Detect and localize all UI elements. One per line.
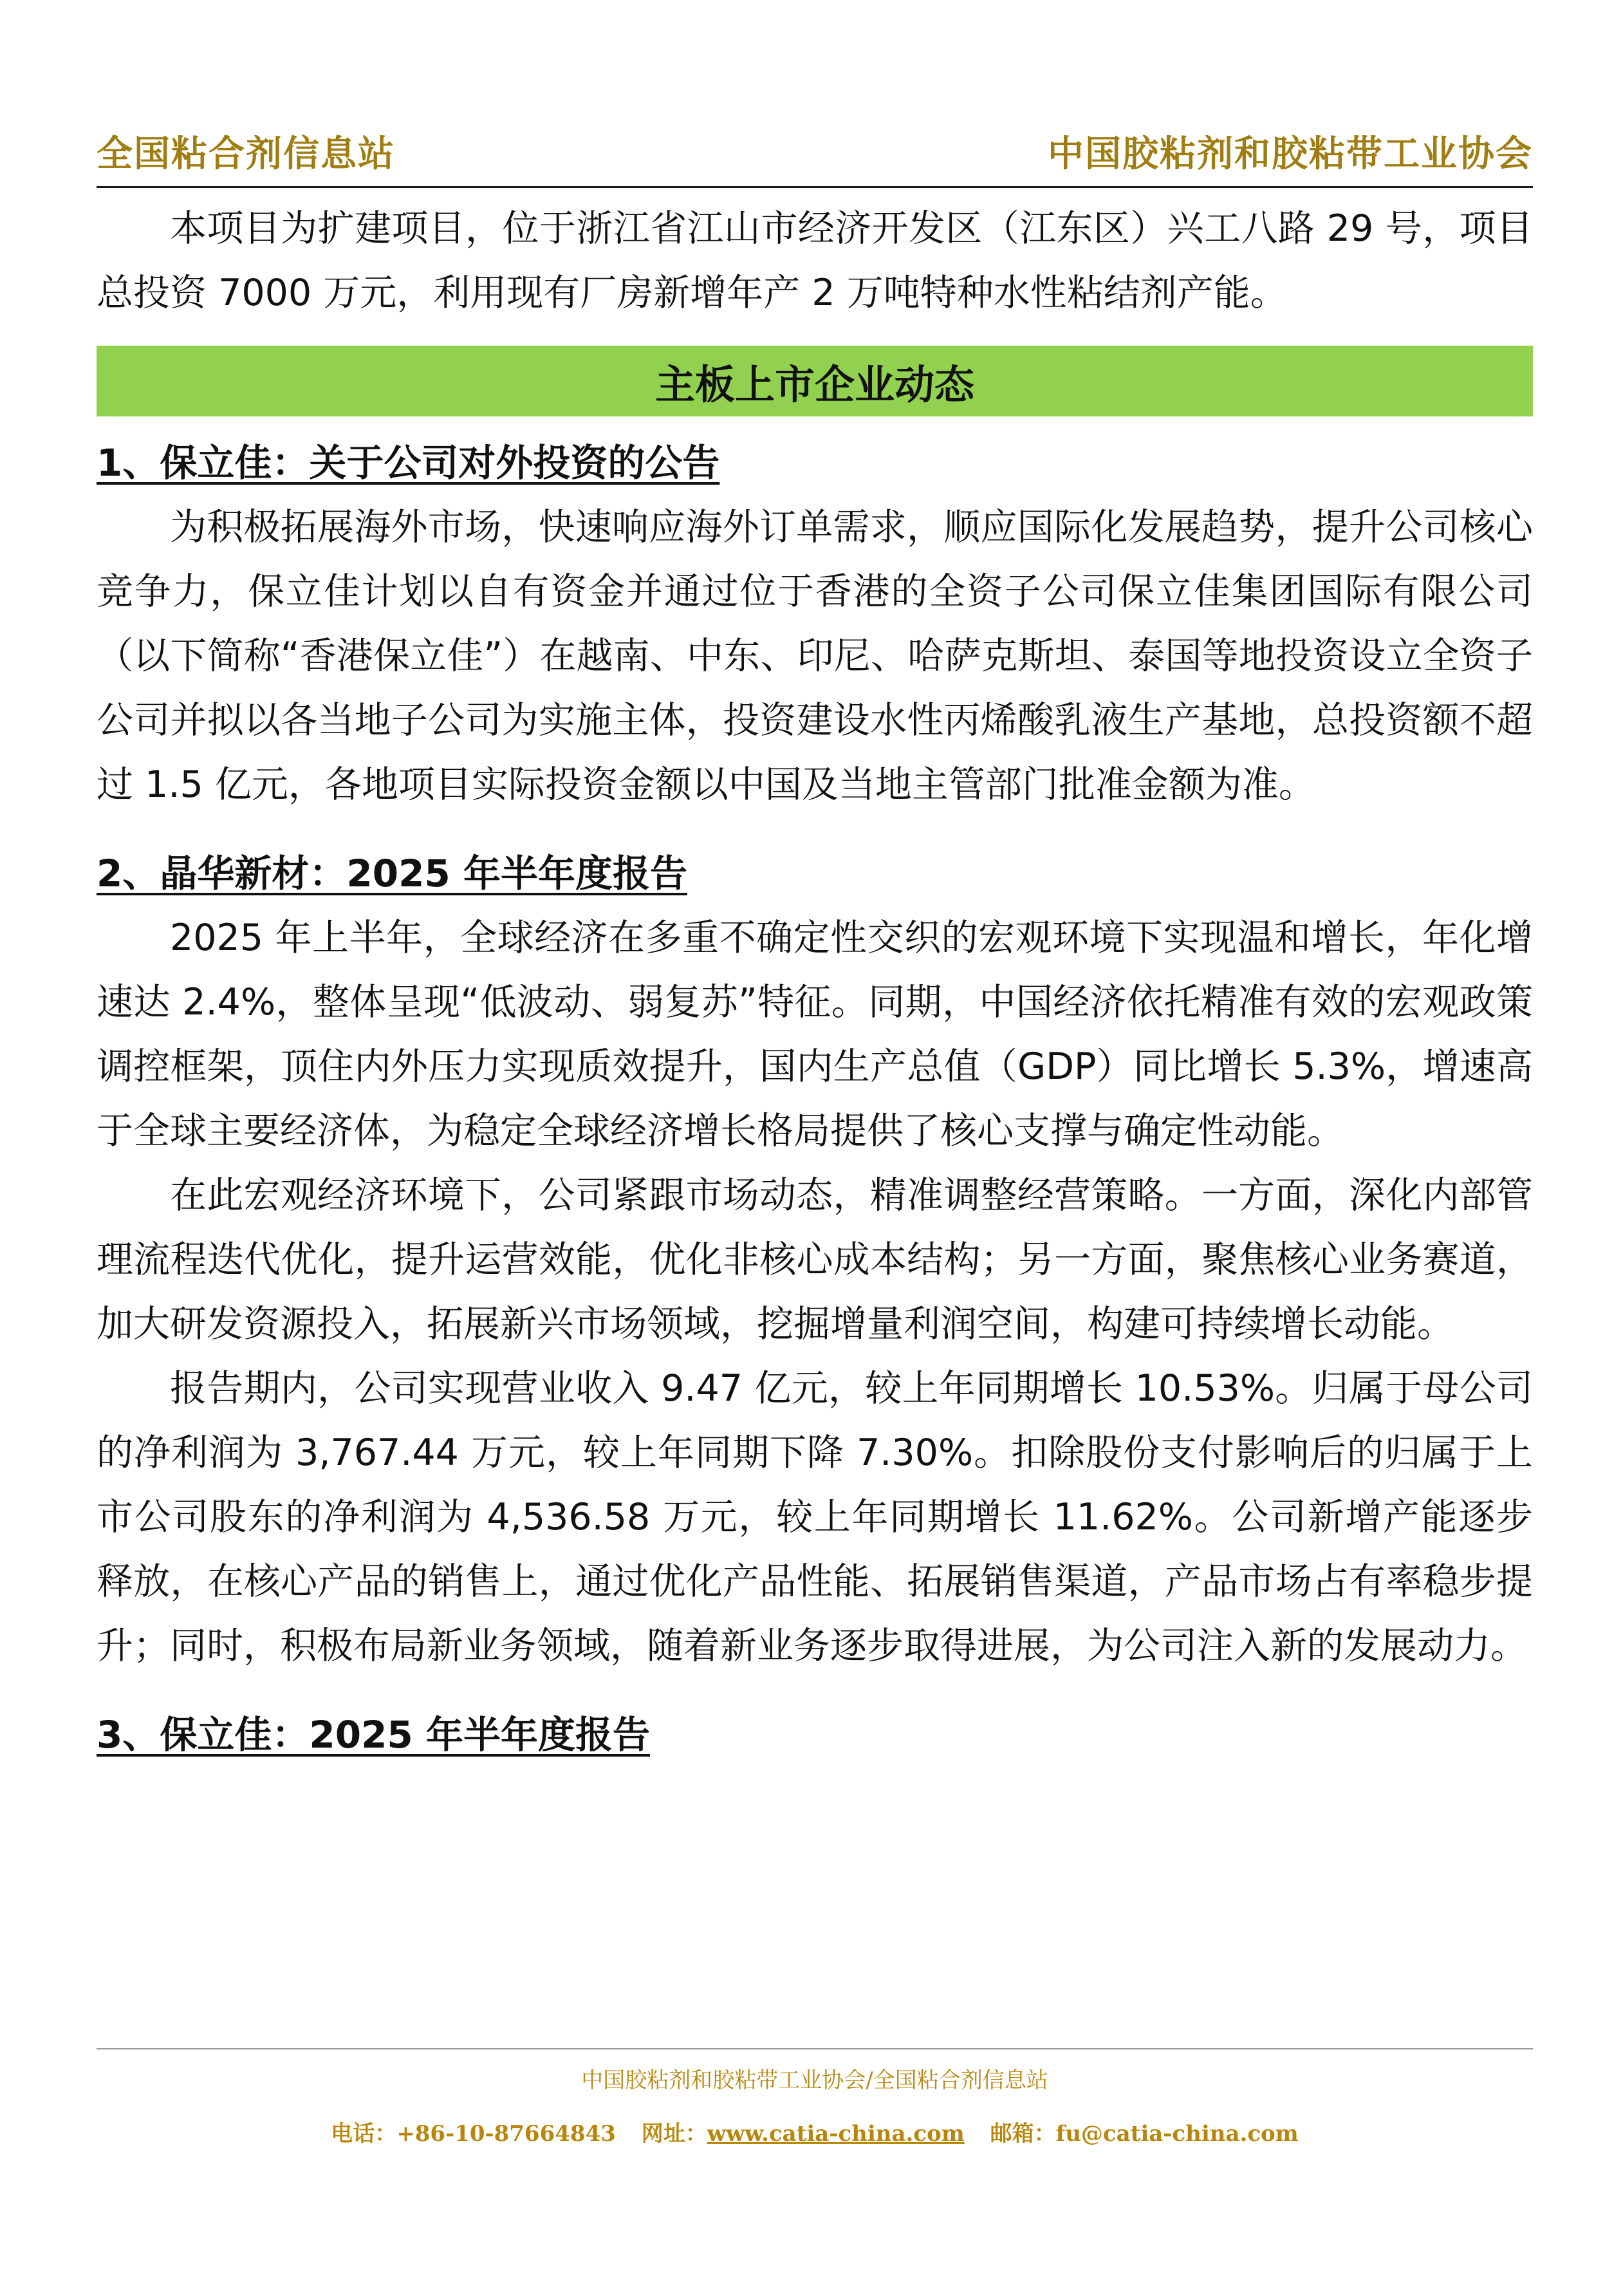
section-banner-title: 主板上市企业动态	[654, 360, 974, 408]
article-heading: 1、保立佳：关于公司对外投资的公告	[97, 441, 720, 485]
header-left-title: 全国粘合剂信息站	[97, 133, 395, 175]
footer-website	[642, 2121, 965, 2147]
article-paragraph: 报告期内，公司实现营业收入 9.47 亿元，较上年同期增长 10.53%。归属于母公司的净利润为 3,767.44 万元，较上年同期下降 7.30%。扣除股份支付影响后的归属于上市公司股东的净利润为 4,536.58 万元，较上年同期增长 11.62%。公司新增产能逐步释放，在核心产品的销售上，通过优化产品性能、拓展销售渠道，产品市场占有率稳步提升；同时，积极布局新业务领域，随着新业务逐步取得进展，为公司注入新的发展动力。	[97, 1367, 1533, 1667]
header-right-title: 中国胶粘剂和胶粘带工业协会	[1048, 133, 1533, 175]
article-paragraph: 在此宏观经济环境下，公司紧跟市场动态，精准调整经营策略。一方面，深化内部管理流程迭代优化，提升运营效能，优化非核心成本结构；另一方面，聚焦核心业务赛道，加大研发资源投入，拓展新兴市场领域，挖掘增量利润空间，构建可持续增长动能。	[97, 1174, 1533, 1345]
article-heading: 2、晶华新材：2025 年半年度报告	[97, 852, 687, 895]
page-header	[97, 113, 1533, 188]
footer-website-label: 网址：	[641, 2121, 707, 2147]
article-3	[97, 1703, 1533, 1767]
page-footer	[97, 2048, 1533, 2147]
footer-contact	[97, 2116, 1533, 2147]
article-paragraph: 2025 年上半年，全球经济在多重不确定性交织的宏观环境下实现温和增长，年化增速达 2.4%，整体呈现“低波动、弱复苏”特征。同期，中国经济依托精准有效的宏观政策调控框架，顶住内外压力实现质效提升，国内生产总值（GDP）同比增长 5.3%，增速高于全球主要经济体，为稳定全球经济增长格局提供了核心支撑与确定性动能。	[97, 917, 1533, 1152]
article-heading: 3、保立佳：2025 年半年度报告	[97, 1713, 650, 1757]
footer-org-line: 中国胶粘剂和胶粘带工业协会/全国粘合剂信息站	[581, 2067, 1048, 2093]
footer-phone: 电话：+86-10-87664843	[331, 2121, 616, 2147]
page-content	[97, 196, 1533, 1767]
section-banner	[97, 346, 1533, 416]
footer-website-link[interactable]: www.catia-china.com	[707, 2121, 965, 2147]
article-paragraph: 为积极拓展海外市场，快速响应海外订单需求，顺应国际化发展趋势，提升公司核心竞争力，保立佳计划以自有资金并通过位于香港的全资子公司保立佳集团国际有限公司（以下简称“香港保立佳”）在越南、中东、印尼、哈萨克斯坦、泰国等地投资设立全资子公司并拟以各当地子公司为实施主体，投资建设水性丙烯酸乳液生产基地，总投资额不超过 1.5 亿元，各地项目实际投资金额以中国及当地主管部门批准金额为准。	[97, 506, 1533, 806]
intro-paragraph: 本项目为扩建项目，位于浙江省江山市经济开发区（江东区）兴工八路 29 号，项目总投资 7000 万元，利用现有厂房新增年产 2 万吨特种水性粘结剂产能。	[97, 207, 1533, 314]
article-2	[97, 841, 1533, 1678]
article-1	[97, 431, 1533, 817]
footer-email: 邮箱：fu@catia-china.com	[990, 2121, 1299, 2147]
